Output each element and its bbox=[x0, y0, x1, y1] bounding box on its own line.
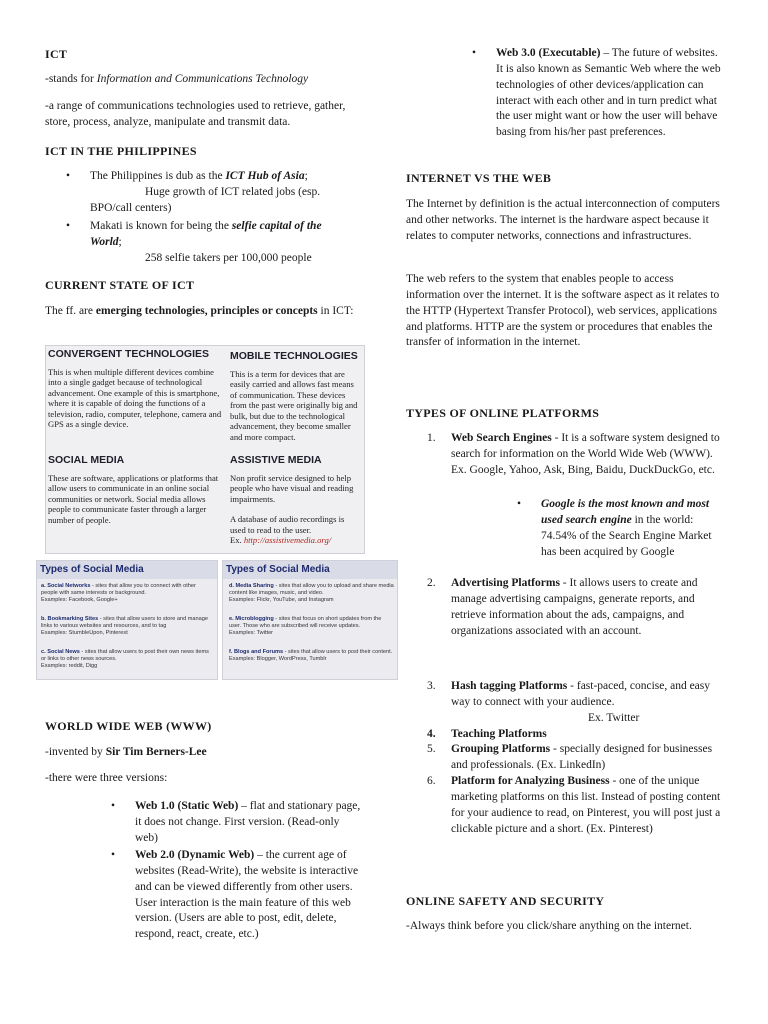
microblogging-item: e. Microblogging - sites that focus on short updates from the user. Those who are subscribed will receive updates. Examples: Twitter bbox=[229, 616, 382, 636]
media-sharing-item: d. Media Sharing - sites that allow you to upload and share media content like images, music, and video. Examples: Flickr, YouTube, and Instagram bbox=[229, 583, 394, 603]
social-news-item: c. Social News - sites that allow users to post their own news items or links to other news sources. Examples: reddit, Digg bbox=[41, 649, 209, 669]
web-definition: The web refers to the system that enables people to access information over the internet. It is the software aspect as it relates to the HTTP (Hypertext Transfer Protocol), web services, applications and platforms. HTTP are the system or procedures that enables the transfer of information in the internet. bbox=[406, 273, 720, 349]
platform-item-6: 6. Platform for Analyzing Business - one of the unique marketing platforms on this list. Instead of posting content for your audience to read, on Pinterest, you will post just a clickable picture and a short. (Ex. Pinterest) bbox=[427, 775, 721, 835]
platform-item-4: 4. Teaching Platforms bbox=[427, 728, 547, 740]
social-media-types-image-right: Types of Social Media d. Media Sharing - sites that allow you to upload and share media content like images, music, and video. Examples: Flickr, YouTube, and Instagram e. Microblogging - sites that focus on short updates from the user. Those who are subscribed will receive updates. Examples: Twitter f. Blogs and Forums - sites that allow users to post their content. Examples: Blogger, WordPress, Tumblr bbox=[222, 560, 398, 680]
philippines-bullet-1: • The Philippines is dub as the ICT Hub of Asia; Huge growth of ICT related jobs (esp. BPO/call centers) bbox=[66, 170, 321, 214]
www-heading: WORLD WIDE WEB (WWW) bbox=[45, 719, 212, 733]
internet-definition: The Internet by definition is the actual interconnection of computers and other networks. The internet is the hardware aspect because it relates to computer networks, connections and infrastructures. bbox=[406, 198, 720, 242]
social-media-types-image-left: Types of Social Media a. Social Networks - sites that allow you to connect with other people with same interests or background. Examples: Facebook, Google+ b. Bookmarking Sites - sites that allow users to store and manage links to various websites and resources, and to tag Examples: StumbleUpon, Pinterest c. Social News - sites that allow users to post their own news items or links to other news sources. Examples: reddit, Digg bbox=[36, 560, 218, 680]
platform-item-1: 1. Web Search Engines - It is a software system designed to search for information on the World Wide Web (WWW). Ex. Google, Yahoo, Ask, Bing, Baidu, DuckDuckGo, etc. bbox=[427, 432, 720, 476]
platform-item-5: 5. Grouping Platforms - specially designed for businesses and professionals. (Ex. LinkedIn) bbox=[427, 743, 713, 771]
assistive-media-cell: ASSISTIVE MEDIA Non profit service designed to help people who have visual and reading impairments. A database of audio recordings is used to read to the user. Ex. http://assistivemedia.org/ bbox=[230, 454, 354, 546]
web-3-bullet: • Web 3.0 (Executable) – The future of websites. It is also known as Semantic Web where the web technologies of other devices/application can interact with each other and in turn predict what the user might want or how the user will behave basing from his/her past preferences. bbox=[472, 47, 721, 139]
social-media-cell: SOCIAL MEDIA These are software, applications or platforms that allow users to communicate in an online social communities or network. Social media allows people to communicate faster through a larger number of people. bbox=[48, 454, 219, 525]
platform-item-3: 3. Hash tagging Platforms - fast-paced, concise, and easy way to connect with your audience. Ex. Twitter bbox=[427, 680, 711, 724]
convergent-technologies-cell: CONVERGENT TECHNOLOGIES This is when multiple different devices combine into a single gadget because of technological advancement. One example of this is smartphone, where it is capable of doing the functions of a television, radio, computer, telephone, camera and GPS as a single device. bbox=[48, 348, 222, 430]
current-state-intro: The ff. are emerging technologies, principles or concepts in ICT: bbox=[45, 305, 354, 317]
web-1-bullet: • Web 1.0 (Static Web) – flat and stationary page, it does not change. First version. (Read-only web) bbox=[111, 800, 361, 844]
mobile-technologies-cell: MOBILE TECHNOLOGIES This is a term for devices that are easily carried and allows fast means of communication. These devices from the past were originally big and bulk, but due to the technological advancement, they become smaller and more compact. bbox=[230, 350, 358, 442]
online-safety-heading: ONLINE SAFETY AND SECURITY bbox=[406, 894, 605, 908]
bookmarking-sites-item: b. Bookmarking Sites - sites that allow users to store and manage links to various websites and resources, and to tag Examples: StumbleUpon, Pinterest bbox=[41, 616, 208, 636]
blogs-and-forums-item: f. Blogs and Forums - sites that allow users to post their content. Examples: Blogger, WordPress, Tumblr bbox=[229, 649, 393, 662]
philippines-heading: ICT IN THE PHILIPPINES bbox=[45, 144, 197, 158]
www-versions: -there were three versions: bbox=[45, 772, 168, 784]
ict-heading: ICT bbox=[45, 47, 68, 61]
ict-stands-for: -stands for Information and Communications Technology bbox=[45, 73, 309, 85]
current-state-heading: CURRENT STATE OF ICT bbox=[45, 278, 195, 292]
platform-item-2: 2. Advertising Platforms - It allows users to create and manage advertising campaigns, generate reports, and retrieve information about the ads, campaigns, and organizations associated with an account. bbox=[427, 577, 698, 637]
www-invented-by: -invented by Sir Tim Berners-Lee bbox=[45, 746, 207, 758]
social-networks-item: a. Social Networks - sites that allow you to connect with other people with same interests or background. Examples: Facebook, Google+ bbox=[41, 583, 196, 603]
web-2-bullet: • Web 2.0 (Dynamic Web) – the current age of websites (Read-Write), the website is interactive and can be viewed differently from other users. User interaction is the main feature of this web version. (Users are able to post, edit, delete, respond, react, create, etc.) bbox=[111, 849, 359, 941]
internet-vs-web-heading: INTERNET VS THE WEB bbox=[406, 171, 552, 185]
philippines-bullet-2: • Makati is known for being the selfie capital of the World; 258 selfie takers per 100,000 people bbox=[66, 220, 322, 264]
ict-definition: -a range of communications technologies used to retrieve, gather, store, process, analyze, manipulate and transmit data. bbox=[45, 100, 346, 128]
online-safety-text: -Always think before you click/share anything on the internet. bbox=[406, 920, 692, 932]
google-sub-bullet: • Google is the most known and most used search engine in the world: 74.54% of the Search Engine Market has been acquired by Google bbox=[517, 498, 712, 558]
emerging-technologies-image bbox=[45, 345, 365, 554]
online-platforms-heading: TYPES OF ONLINE PLATFORMS bbox=[406, 406, 600, 420]
